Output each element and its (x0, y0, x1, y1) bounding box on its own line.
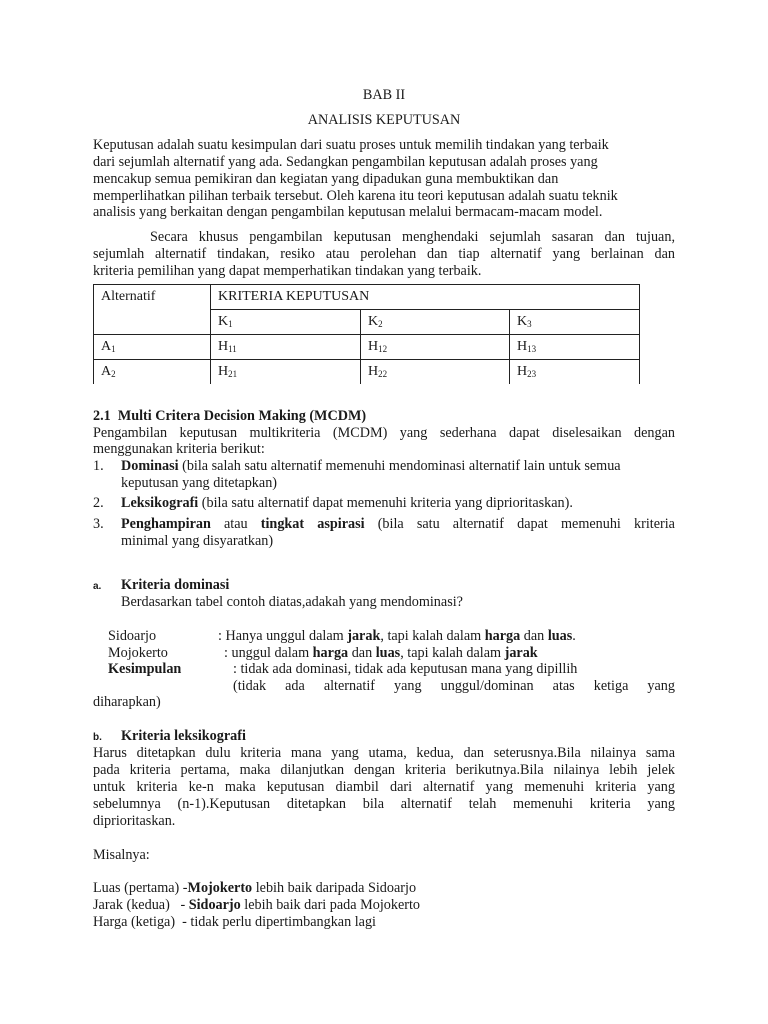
example-luas: Luas (pertama) -Mojokerto lebih baik daripada Sidoarjo (93, 880, 417, 896)
header-kriteria: KRITERIA KEPUTUSAN (211, 285, 640, 310)
sub-a-question: Berdasarkan tabel contoh diatas,adakah yang mendominasi? (121, 594, 463, 610)
example-label: Misalnya: (93, 847, 150, 863)
criteria-table (93, 284, 640, 384)
list-item-number: 3. (93, 516, 104, 532)
value-h13: $H_{13}$ (510, 335, 640, 360)
criteria-k1: $K_1$ (211, 310, 361, 335)
sub-b-line: pada kriteria pertama, maka dilanjutkan dengan kriteria berikutnya.Bila nilainya lebih jelek (93, 762, 675, 778)
list-item: Dominasi (bila salah satu alternatif memenuhi mendominasi alternatif lain untuk semua (121, 458, 621, 474)
table-row (94, 335, 640, 360)
intro-line: mencakup semua pemikiran dan kegiatan yang dipadukan guna membuktikan dan (93, 171, 559, 187)
intro-line: dari sejumlah alternatif yang ada. Sedangkan pengambilan keputusan adalah proses yang (93, 154, 598, 170)
section-heading: 2.1 Multi Critera Decision Making (MCDM) (93, 408, 367, 424)
section-line: menggunakan kriteria berikut: (93, 441, 265, 457)
sub-b-bullet: b. (93, 732, 102, 743)
conclusion-line: (tidak ada alternatif yang unggul/dominan atas ketiga yang (233, 678, 675, 694)
list-item-cont: minimal yang disyaratkan) (121, 533, 274, 549)
sub-b-line: Harus ditetapkan dulu kriteria mana yang utama, kedua, dan seterusnya.Bila nilainya sama (93, 745, 675, 761)
value-h23: $H_{23}$ (510, 360, 640, 385)
criteria-k3: $K_3$ (510, 310, 640, 335)
sub-b-line: sebelumnya (n-1).Keputusan ditetapkan bila alternatif telah memenuhi kriteria yang (93, 796, 675, 812)
section-line: Pengambilan keputusan multikriteria (MCDM) yang sederhana dapat diselesaikan dengan (93, 425, 675, 441)
header-alternatif: Alternatif (94, 285, 211, 310)
city-mojokerto-desc: : unggul dalam harga dan luas, tapi kalah dalam jarak (224, 645, 538, 661)
conclusion-line: diharapkan) (93, 694, 161, 710)
value-h22: $H_{22}$ (361, 360, 510, 385)
sub-b-title: Kriteria leksikografi (121, 728, 246, 744)
sub-b-line: diprioritaskan. (93, 813, 176, 829)
alt-a2: $A_2$ (94, 360, 211, 385)
intro-line: memperlihatkan pilihan terbaik tersebut. Oleh karena itu teori keputusan adalah suatu teknik (93, 188, 618, 204)
list-item-cont: keputusan yang ditetapkan) (121, 475, 278, 491)
conclusion-text: : tidak ada dominasi, tidak ada keputusan mana yang dipillih (233, 661, 578, 677)
value-h21: $H_{21}$ (211, 360, 361, 385)
sub-b-line: untuk kriteria ke-n maka keputusan diambil dari alternatif yang memenuhi kriteria yang (93, 779, 675, 795)
intro-line: analisis yang berkaitan dengan pengambilan keputusan melalui bermacam-macam model. (93, 204, 603, 220)
city-sidoarjo: Sidoarjo (108, 628, 157, 644)
chapter-label: BAB II (362, 87, 406, 103)
criteria-k2: $K_2$ (361, 310, 510, 335)
para2-line: Secara khusus pengambilan keputusan menghendaki sejumlah sasaran dan tujuan, (150, 229, 675, 245)
value-h11: $H_{11}$ (211, 335, 361, 360)
para2-line: kriteria pemilihan yang dapat memperhatikan tindakan yang terbaik. (93, 263, 482, 279)
intro-line: Keputusan adalah suatu kesimpulan dari suatu proses untuk memilih tindakan yang terbaik (93, 137, 609, 153)
list-item: Leksikografi (bila satu alternatif dapat memenuhi kriteria yang diprioritaskan). (121, 495, 573, 511)
city-sidoarjo-desc: : Hanya unggul dalam jarak, tapi kalah dalam harga dan luas. (218, 628, 576, 644)
list-item-number: 1. (93, 458, 104, 474)
table-criteria-row (94, 310, 640, 335)
city-mojokerto: Mojokerto (108, 645, 168, 661)
value-h12: $H_{12}$ (361, 335, 510, 360)
table-cell-empty (94, 310, 211, 335)
chapter-title: ANALISIS KEPUTUSAN (307, 112, 461, 128)
table-header-row (94, 285, 640, 310)
conclusion-label: Kesimpulan (108, 661, 182, 677)
table-row (94, 360, 640, 385)
list-item: Penghampiran atau tingkat aspirasi (bila satu alternatif dapat memenuhi kriteria (121, 516, 675, 532)
example-jarak: Jarak (kedua) - Sidoarjo lebih baik dari pada Mojokerto (93, 897, 421, 913)
para2-line: sejumlah alternatif tindakan, resiko atau perolehan dan tiap alternatif yang berlainan dan (93, 246, 675, 262)
list-item-number: 2. (93, 495, 104, 511)
sub-a-title: Kriteria dominasi (121, 577, 230, 593)
alt-a1: $A_1$ (94, 335, 211, 360)
sub-a-bullet: a. (93, 581, 102, 592)
example-harga: Harga (ketiga) - tidak perlu dipertimbangkan lagi (93, 914, 376, 930)
